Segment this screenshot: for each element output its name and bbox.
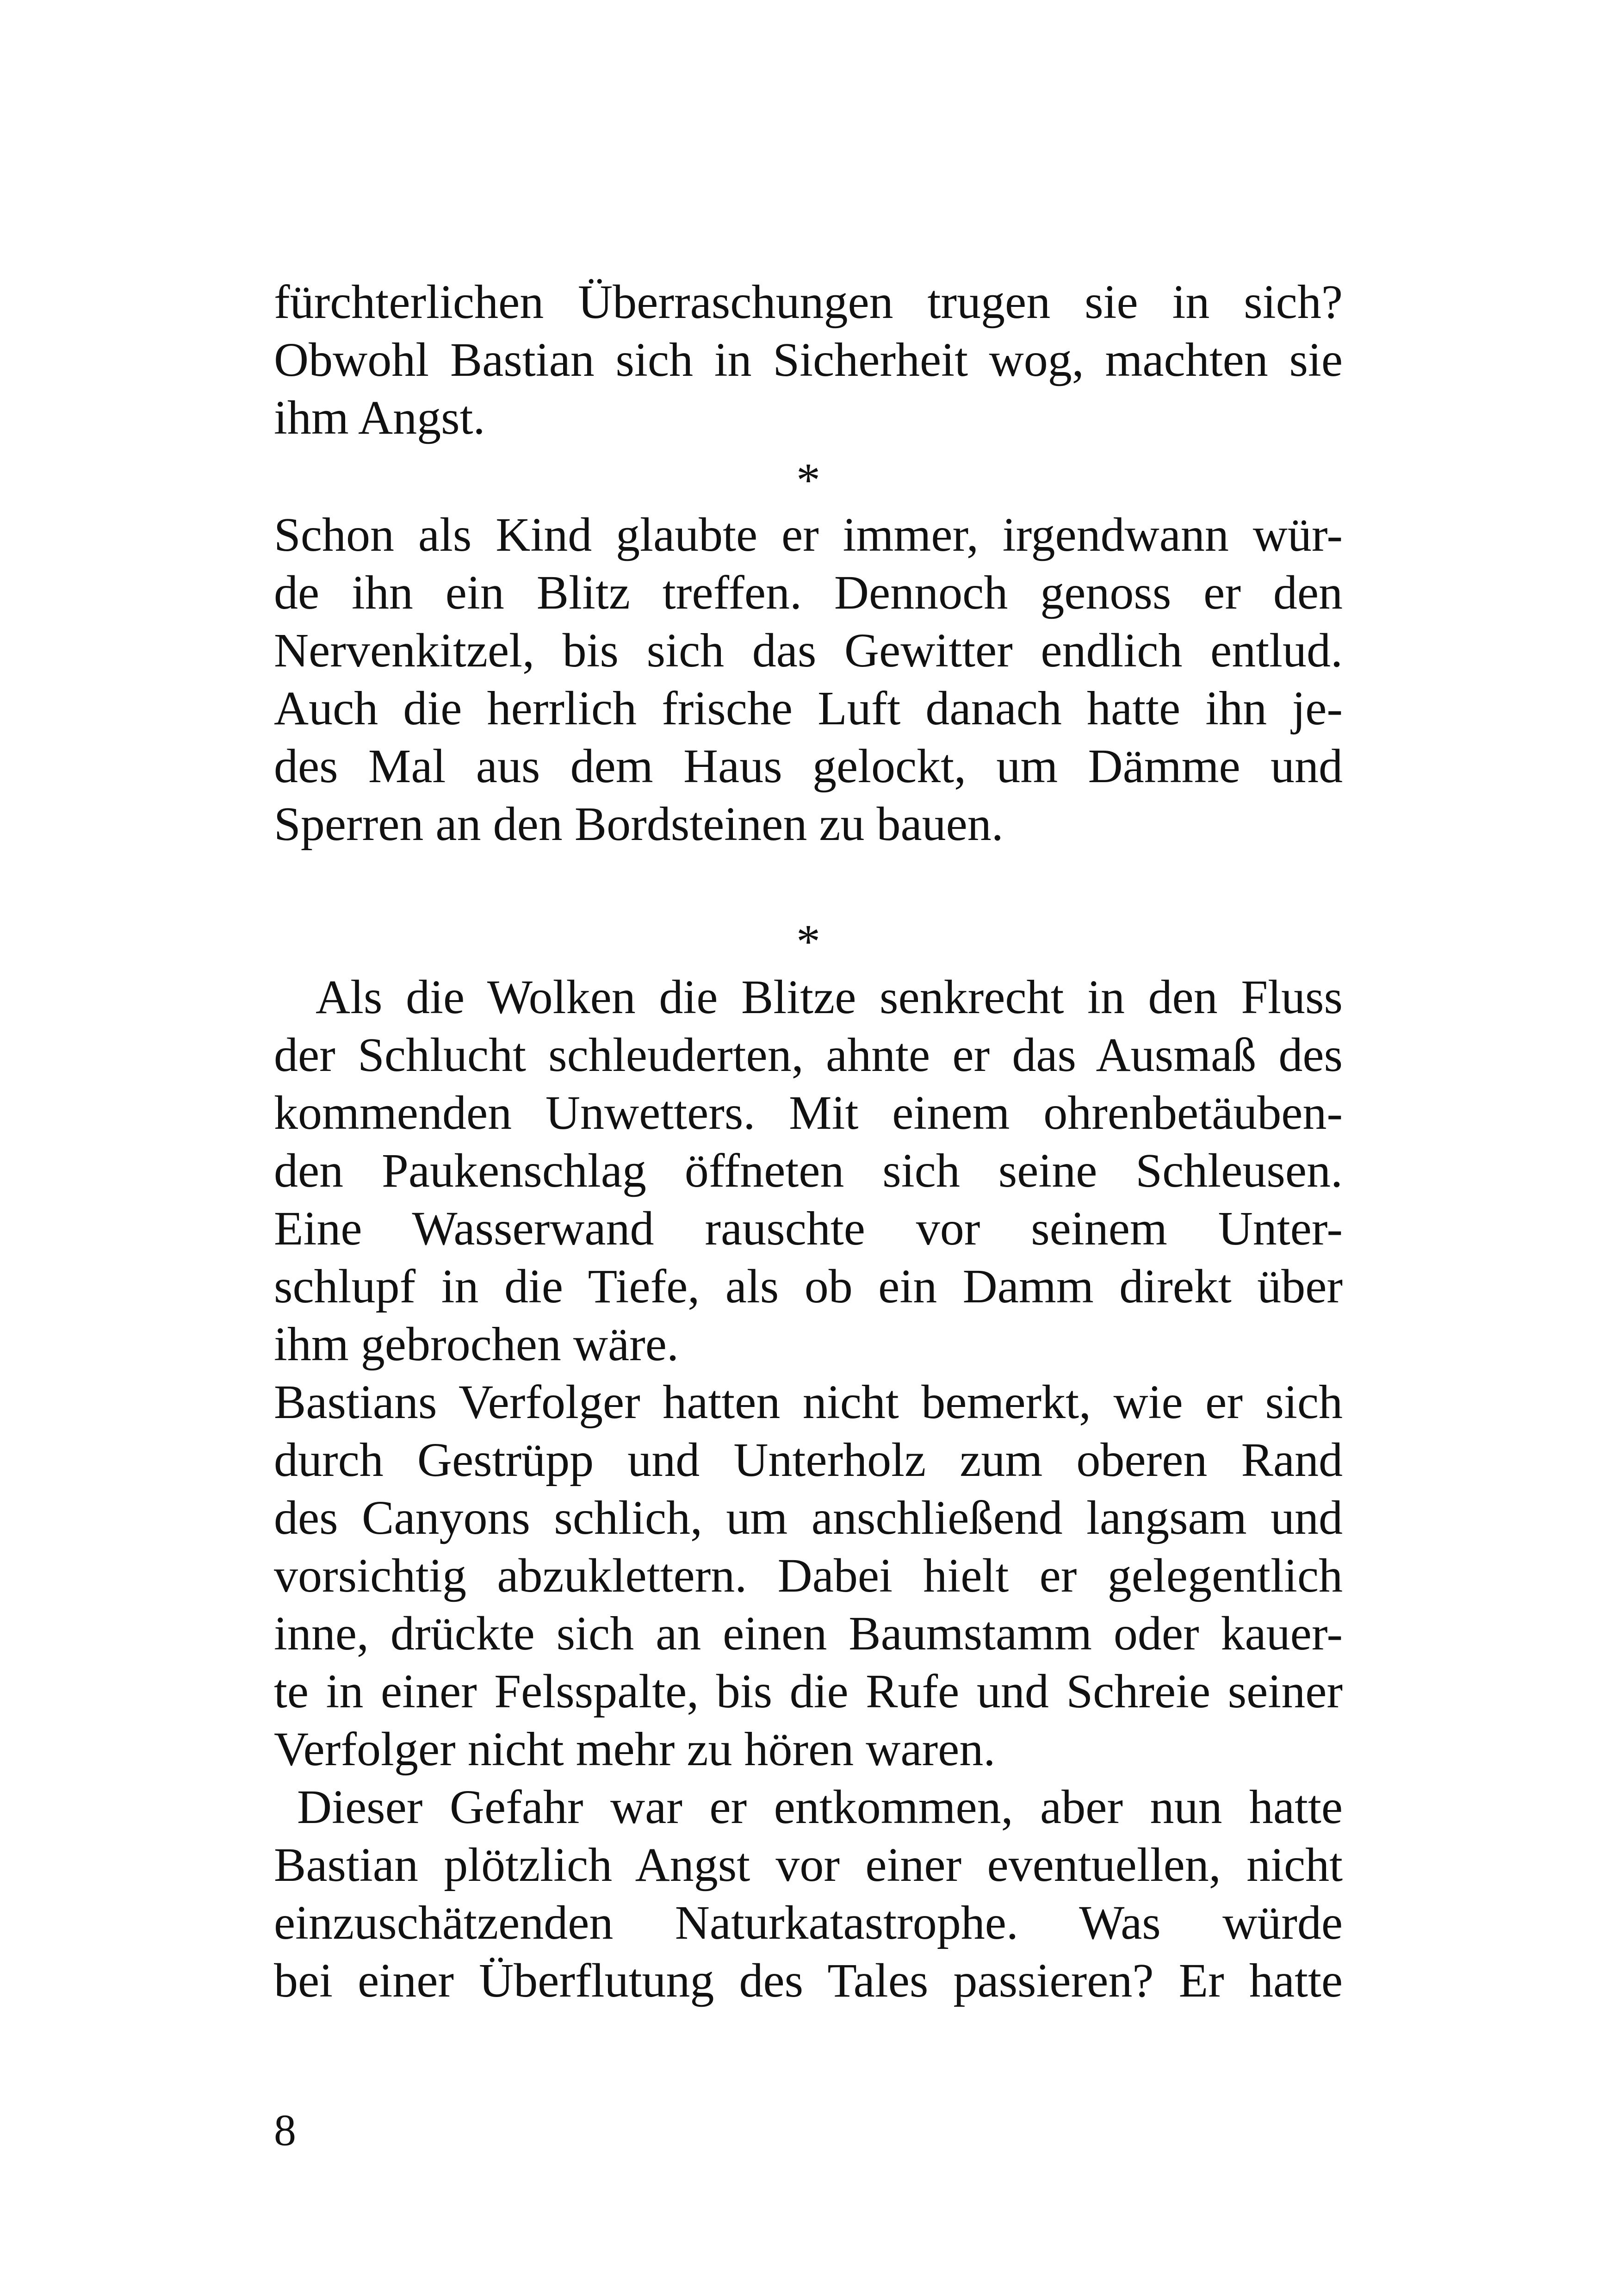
text-line: Obwohl Bastian sich in Sicherheit wog, machten sie xyxy=(274,333,1343,386)
text-line: ihm gebrochen wäre. xyxy=(274,1318,679,1371)
text-line: Bastian plötzlich Angst vor einer eventuellen, nicht xyxy=(274,1838,1343,1892)
text-line: Dieser Gefahr war er entkommen, aber nun hatte xyxy=(297,1780,1343,1834)
text-line: de ihn ein Blitz treffen. Dennoch genoss er den xyxy=(274,566,1343,619)
text-line: schlupf in die Tiefe, als ob ein Damm direkt über xyxy=(274,1260,1343,1313)
text-line: kommenden Unwetters. Mit einem ohrenbetäuben- xyxy=(274,1086,1343,1139)
text-line: Bastians Verfolger hatten nicht bemerkt, wie er sich xyxy=(274,1375,1343,1429)
paragraph-3 xyxy=(274,968,1343,2010)
text-line: einzuschätzenden Naturkatastrophe. Was würde xyxy=(274,1896,1343,1949)
section-separator: * xyxy=(796,454,820,507)
text-line: durch Gestrüpp und Unterholz zum oberen Rand xyxy=(274,1433,1343,1487)
section-separator: * xyxy=(796,915,820,968)
text-line: bei einer Überflutung des Tales passieren? Er hatte xyxy=(274,1954,1343,2007)
text-line: Auch die herrlich frische Luft danach hatte ihn je- xyxy=(274,682,1343,735)
text-line: Nervenkitzel, bis sich das Gewitter endlich entlud. xyxy=(274,624,1343,677)
text-line: Verfolger nicht mehr zu hören waren. xyxy=(274,1723,996,1776)
page-number: 8 xyxy=(274,2105,296,2155)
text-line: der Schlucht schleuderten, ahnte er das Ausmaß des xyxy=(274,1028,1343,1082)
text-line: des Canyons schlich, um anschließend langsam und xyxy=(274,1491,1343,1544)
text-line: fürchterlichen Überraschungen trugen sie in sich? xyxy=(274,275,1343,329)
paragraph-2 xyxy=(274,506,1343,853)
text-line: vorsichtig abzuklettern. Dabei hielt er gelegentlich xyxy=(274,1549,1343,1602)
text-line: den Paukenschlag öffneten sich seine Schleusen. xyxy=(274,1144,1343,1197)
text-line: te in einer Felsspalte, bis die Rufe und Schreie seiner xyxy=(274,1665,1343,1718)
text-line: Eine Wasserwand rauschte vor seinem Unter- xyxy=(274,1202,1343,1255)
text-line: Schon als Kind glaubte er immer, irgendwann wür- xyxy=(274,508,1343,561)
paragraph-1 xyxy=(274,273,1343,447)
text-line: ihm Angst. xyxy=(274,391,485,444)
text-line: des Mal aus dem Haus gelockt, um Dämme und xyxy=(274,740,1343,793)
text-line: inne, drückte sich an einen Baumstamm oder kauer- xyxy=(274,1607,1343,1660)
text-line: Als die Wolken die Blitze senkrecht in den Fluss xyxy=(316,971,1343,1024)
text-line: Sperren an den Bordsteinen zu bauen. xyxy=(274,797,1004,851)
